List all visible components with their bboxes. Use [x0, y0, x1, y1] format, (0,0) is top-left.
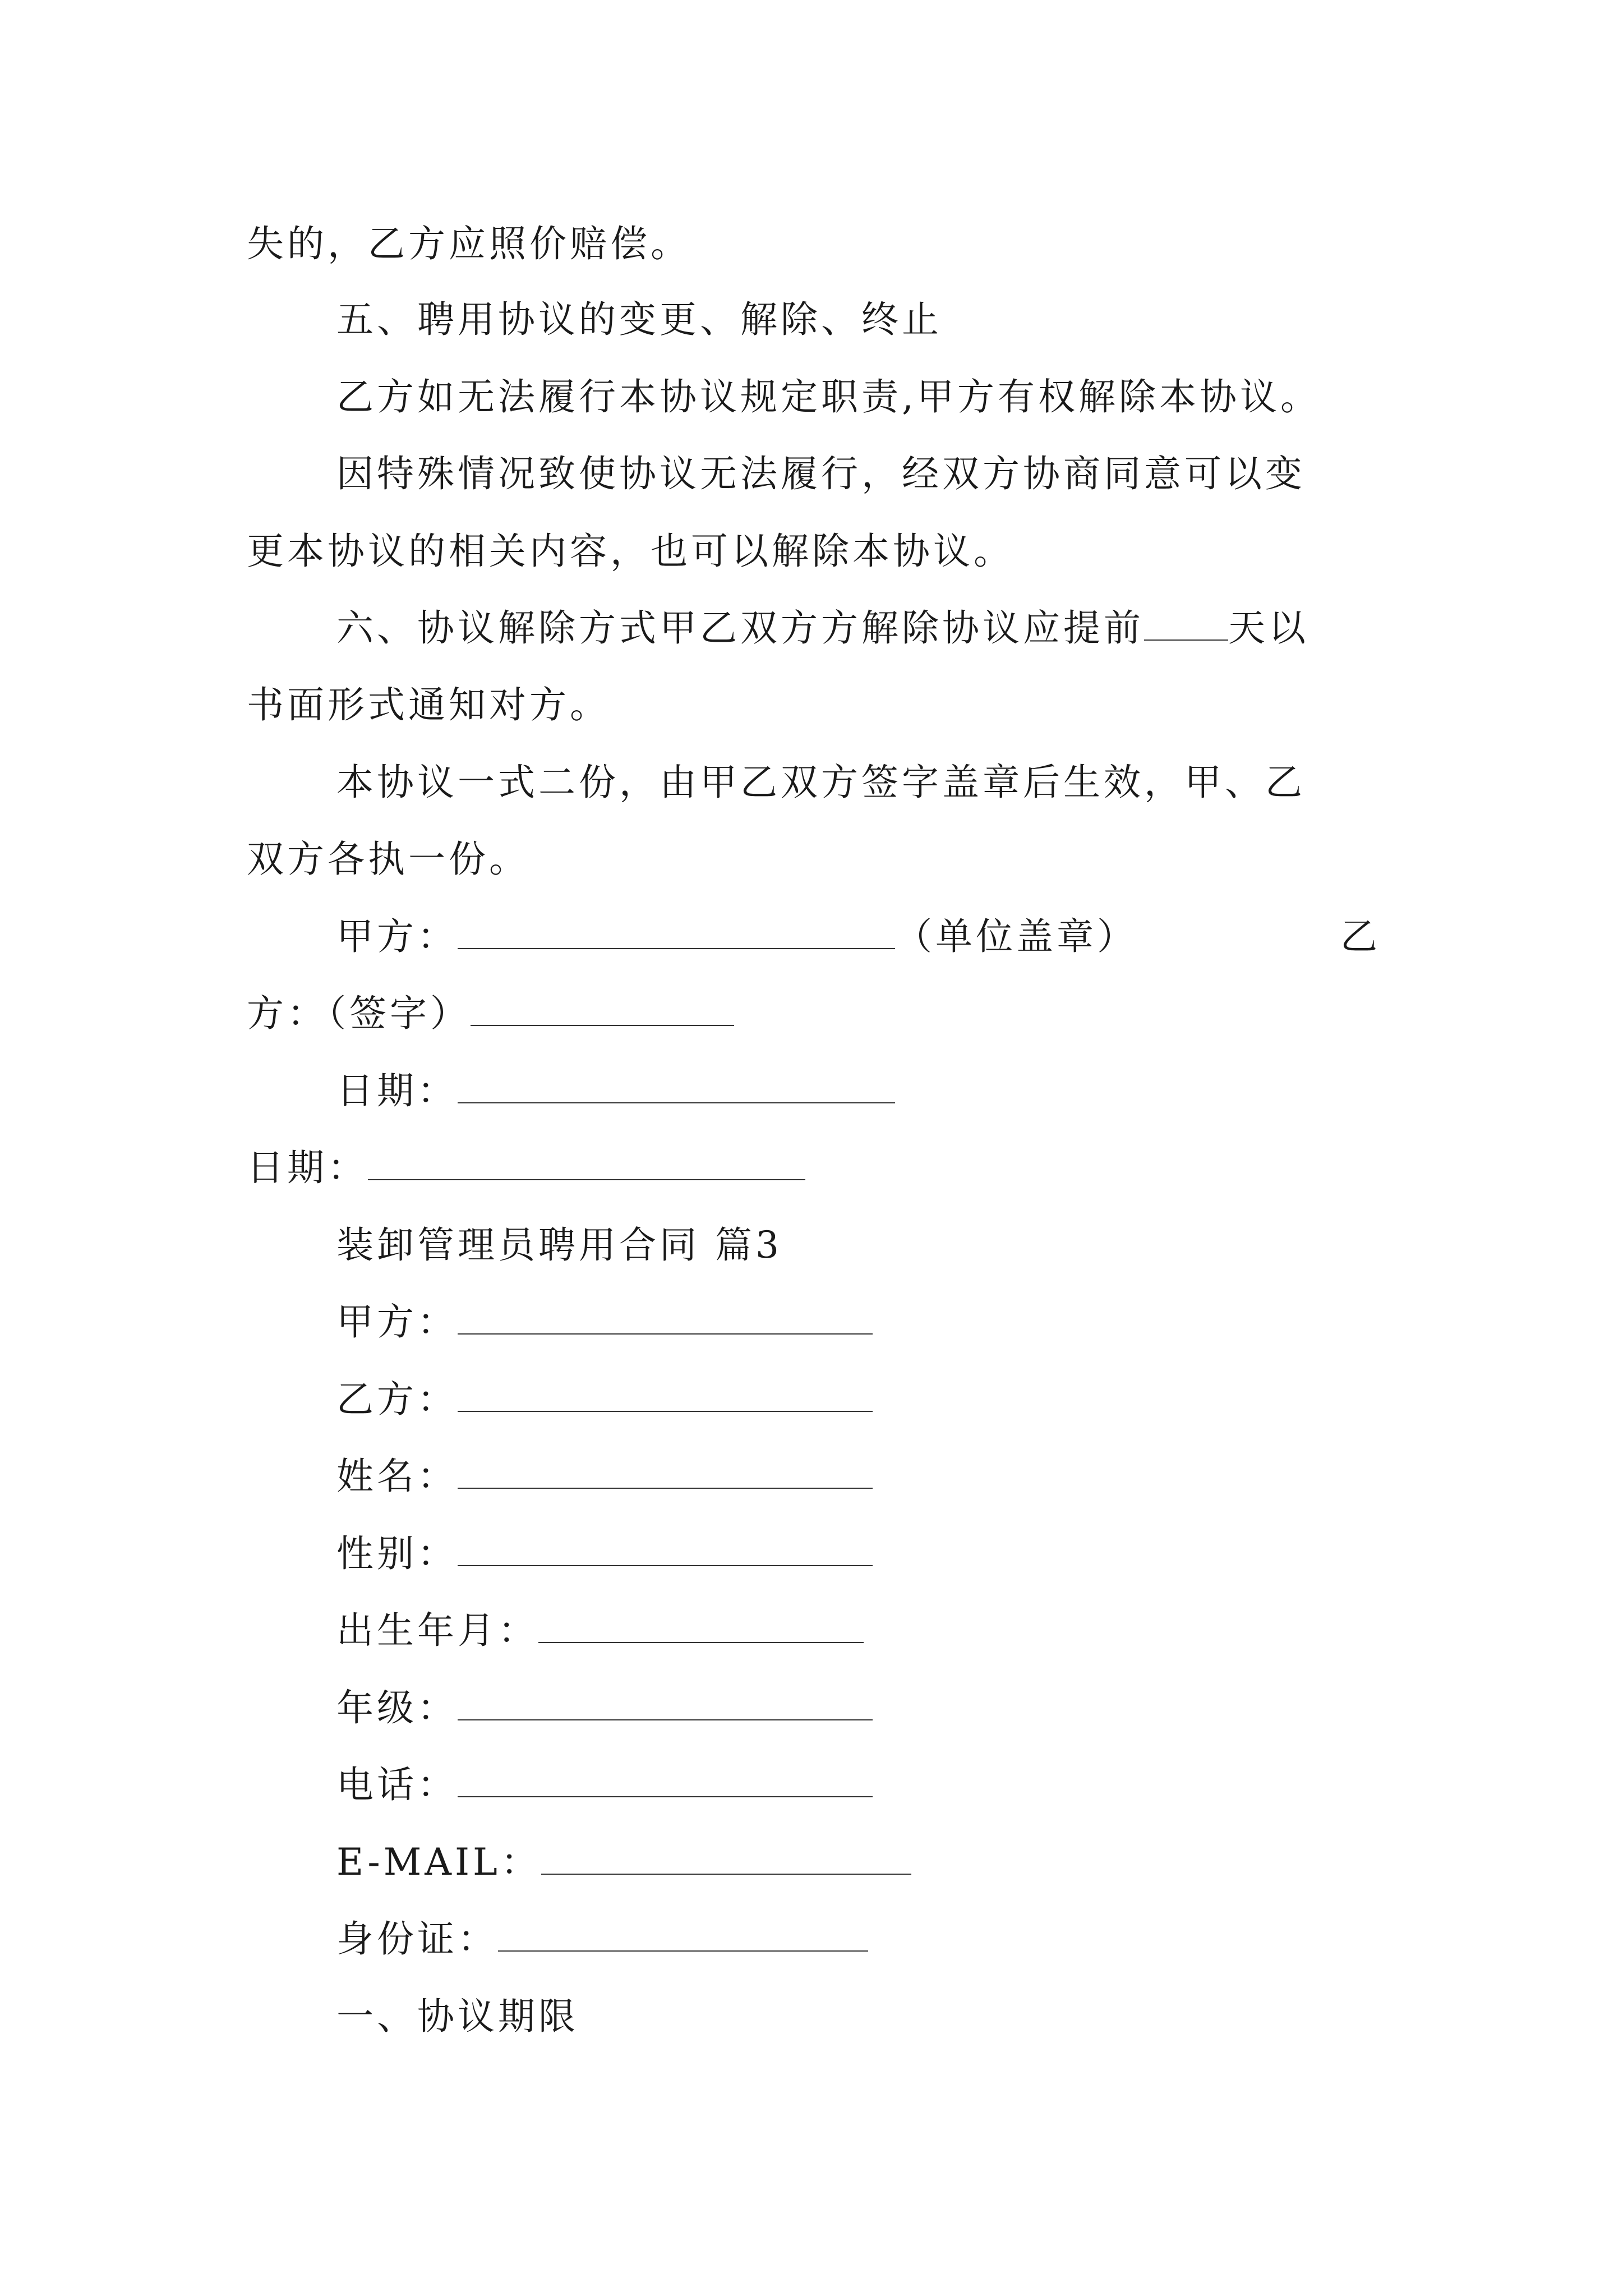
- field-row-email: [336, 1840, 911, 1885]
- party-b-field[interactable]: [458, 1377, 873, 1412]
- field-row-party-b: [336, 1377, 873, 1422]
- days-blank[interactable]: [1144, 606, 1228, 641]
- paragraph-special-circumstances-line1: [336, 452, 1306, 496]
- birth-field[interactable]: [538, 1608, 864, 1643]
- paragraph-copies-line1: [336, 760, 1306, 805]
- text: 本协议一式二份，由甲乙双方签字盖章后生效，甲、乙: [336, 761, 1306, 804]
- field-label: 年级：: [336, 1686, 458, 1729]
- text: 乙方如无法履行本协议规定职责,甲方有权解除本协议。: [336, 375, 1321, 418]
- paragraph-special-circumstances-line2: [247, 529, 1014, 574]
- section-3-title: [336, 1223, 782, 1268]
- text: 六、协议解除方式甲乙双方方解除协议应提前: [336, 606, 1144, 650]
- party-b-char: [1340, 914, 1381, 959]
- date-party-b: [247, 1145, 805, 1190]
- id-card-field[interactable]: [498, 1917, 868, 1952]
- field-label: 出生年月：: [336, 1609, 538, 1652]
- date-b-field[interactable]: [368, 1145, 805, 1180]
- party-a-signature-field[interactable]: [458, 914, 895, 949]
- signature-party-b: [247, 991, 734, 1036]
- name-field[interactable]: [458, 1454, 873, 1489]
- text: 双方各执一份。: [247, 838, 529, 881]
- field-label: 甲方：: [336, 1300, 458, 1343]
- text: 失的，乙方应照价赔偿。: [247, 222, 691, 265]
- heading-section-5: [336, 297, 942, 342]
- heading-agreement-term: [336, 1994, 579, 2039]
- text: 因特殊情况致使协议无法履行，经双方协商同意可以变: [336, 452, 1306, 495]
- seal-note: （单位盖章）: [895, 915, 1137, 958]
- heading-section-6-line2: [247, 683, 610, 728]
- text: 乙: [1340, 915, 1381, 958]
- party-a-label: 甲方：: [336, 915, 458, 958]
- paragraph-termination-right: [336, 375, 1321, 420]
- phone-field[interactable]: [458, 1763, 873, 1797]
- field-label: 乙方：: [336, 1378, 458, 1421]
- text: 一、协议期限: [336, 1995, 579, 2038]
- field-row-phone: [336, 1763, 873, 1807]
- date-label: 日期：: [336, 1069, 458, 1112]
- field-label: 电话：: [336, 1763, 458, 1806]
- text: 五、聘用协议的变更、解除、终止: [336, 298, 942, 341]
- field-row-gender: [336, 1531, 873, 1576]
- text: 书面形式通知对方。: [247, 683, 610, 726]
- field-row-name: [336, 1454, 873, 1499]
- grade-field[interactable]: [458, 1686, 873, 1720]
- party-a-field[interactable]: [458, 1300, 873, 1335]
- field-label: 身份证：: [336, 1917, 498, 1961]
- field-row-grade: [336, 1686, 873, 1731]
- date-a-field[interactable]: [458, 1069, 895, 1103]
- party-b-label: 方：（签字）: [247, 992, 471, 1035]
- paragraph-copies-line2: [247, 837, 529, 882]
- field-label: 姓名：: [336, 1455, 458, 1498]
- field-row-id-card: [336, 1917, 868, 1962]
- text: 天以: [1228, 606, 1309, 650]
- field-row-birth: [336, 1608, 864, 1653]
- email-field[interactable]: [541, 1840, 911, 1875]
- paragraph-compensation-end: [247, 222, 691, 266]
- party-b-signature-field[interactable]: [471, 991, 734, 1026]
- gender-field[interactable]: [458, 1531, 873, 1566]
- date-label: 日期：: [247, 1146, 368, 1189]
- heading-section-6-line1: [336, 606, 1309, 651]
- date-party-a: [336, 1069, 895, 1114]
- field-row-party-a: [336, 1300, 873, 1345]
- text: 更本协议的相关内容，也可以解除本协议。: [247, 530, 1014, 573]
- field-label: E-MAIL：: [336, 1841, 541, 1884]
- field-label: 性别：: [336, 1532, 458, 1575]
- signature-party-a: [336, 914, 1137, 959]
- text: 装卸管理员聘用合同 篇3: [336, 1223, 782, 1267]
